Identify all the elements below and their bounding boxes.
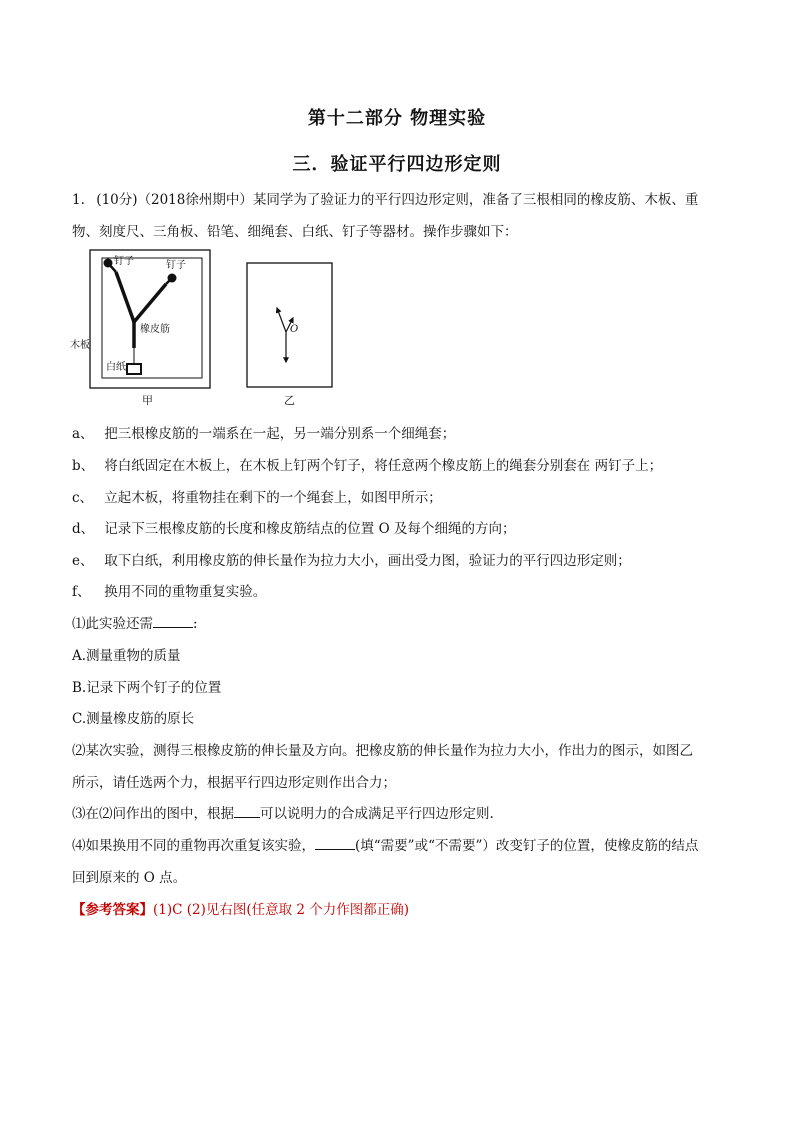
option-a: A.测量重物的质量	[72, 648, 181, 664]
sub-question-2-line2: 所示，请任选两个力，根据平行四边形定则作出合力；	[72, 775, 396, 791]
answer-blank-1	[153, 615, 193, 628]
figure-yi-caption: 乙	[284, 394, 295, 407]
step-letter: a、	[72, 426, 94, 442]
question-stem-text: (10分)（2018徐州期中）某同学为了验证力的平行四边形定则，准备了三根相同的橡皮筋、木板、重	[96, 192, 699, 208]
nail-right-label: 钉子	[166, 260, 186, 271]
step-letter: f、	[72, 584, 91, 600]
board-label: 木板	[70, 340, 90, 351]
answer-text: (1)C (2)见右图(任意取 2 个力作图都正确)	[153, 902, 410, 918]
point-o-label: O	[290, 324, 299, 335]
step-text: 取下白纸，利用橡皮筋的伸长量作为拉力大小，画出受力图，验证力的平行四边形定则；	[104, 553, 631, 569]
question-number: 1.	[72, 192, 85, 208]
question-stem-line1	[72, 188, 698, 208]
step-letter: b、	[72, 458, 95, 474]
answer-blank-4	[315, 837, 355, 850]
section-title: 三．验证平行四边形定则	[292, 154, 502, 175]
step-d	[72, 517, 515, 537]
sub3-prefix: ⑶在⑵问作出的图中，根据	[72, 806, 234, 822]
sub4-suffix: (填“需要”或“不需要”）改变钉子的位置，使橡皮筋的结点	[355, 838, 699, 854]
step-f	[72, 580, 266, 600]
step-e	[72, 549, 631, 569]
part-title: 第十二部分 物理实验	[307, 108, 487, 129]
weight	[127, 364, 141, 374]
nail-left-label: 钉子	[114, 256, 134, 267]
step-text: 换用不同的重物重复实验。	[104, 584, 267, 600]
rubber-band-left	[116, 272, 134, 322]
figure-jia-caption: 甲	[142, 394, 153, 407]
step-c	[72, 486, 442, 506]
question-stem-line2: 物、刻度尺、三角板、铅笔、细绳套、白纸、钉子等器材。操作步骤如下：	[72, 224, 518, 240]
step-text: 记录下三根橡皮筋的长度和橡皮筋结点的位置 O 及每个细绳的方向；	[104, 521, 516, 537]
option-b: B.记录下两个钉子的位置	[72, 680, 222, 696]
step-a	[72, 422, 455, 442]
figure-yi	[246, 262, 336, 407]
sub4-prefix: ⑷如果换用不同的重物再次重复该实验，	[72, 838, 315, 854]
step-letter: e、	[72, 553, 94, 569]
answer-blank-3	[234, 805, 260, 818]
sub3-suffix: 可以说明力的合成满足平行四边形定则.	[260, 806, 494, 822]
sub1-suffix: :	[193, 616, 198, 632]
step-b	[72, 454, 662, 474]
reference-answer	[72, 898, 409, 918]
step-letter: d、	[72, 521, 95, 537]
force-arrow-left	[277, 308, 286, 332]
option-c: C.测量橡皮筋的原长	[72, 711, 195, 727]
sub-question-3	[72, 802, 494, 822]
rubber-band-right	[134, 284, 166, 322]
rubber-band-label: 橡皮筋	[140, 324, 170, 335]
answer-label: 【参考答案】	[72, 902, 153, 918]
step-letter: c、	[72, 490, 94, 506]
sub-question-4-line1	[72, 834, 698, 854]
sub-question-1	[72, 612, 198, 632]
step-text: 立起木板，将重物挂在剩下的一个绳套上，如图甲所示；	[104, 490, 442, 506]
sub-question-2-line1: ⑵某次实验，测得三根橡皮筋的伸长量及方向。把橡皮筋的伸长量作为拉力大小，作出力的图示，如图乙	[72, 743, 693, 759]
sub-question-4-line2: 回到原来的 O 点。	[72, 870, 187, 886]
step-text: 把三根橡皮筋的一端系在一起，另一端分别系一个细绳套；	[104, 426, 456, 442]
paper-label: 白纸	[106, 362, 126, 373]
step-text: 将白纸固定在木板上，在木板上钉两个钉子，将任意两个橡皮筋上的绳套分别套在 两钉子上；	[104, 458, 663, 474]
figure-jia	[72, 248, 212, 408]
sub1-prefix: ⑴此实验还需	[72, 616, 153, 632]
